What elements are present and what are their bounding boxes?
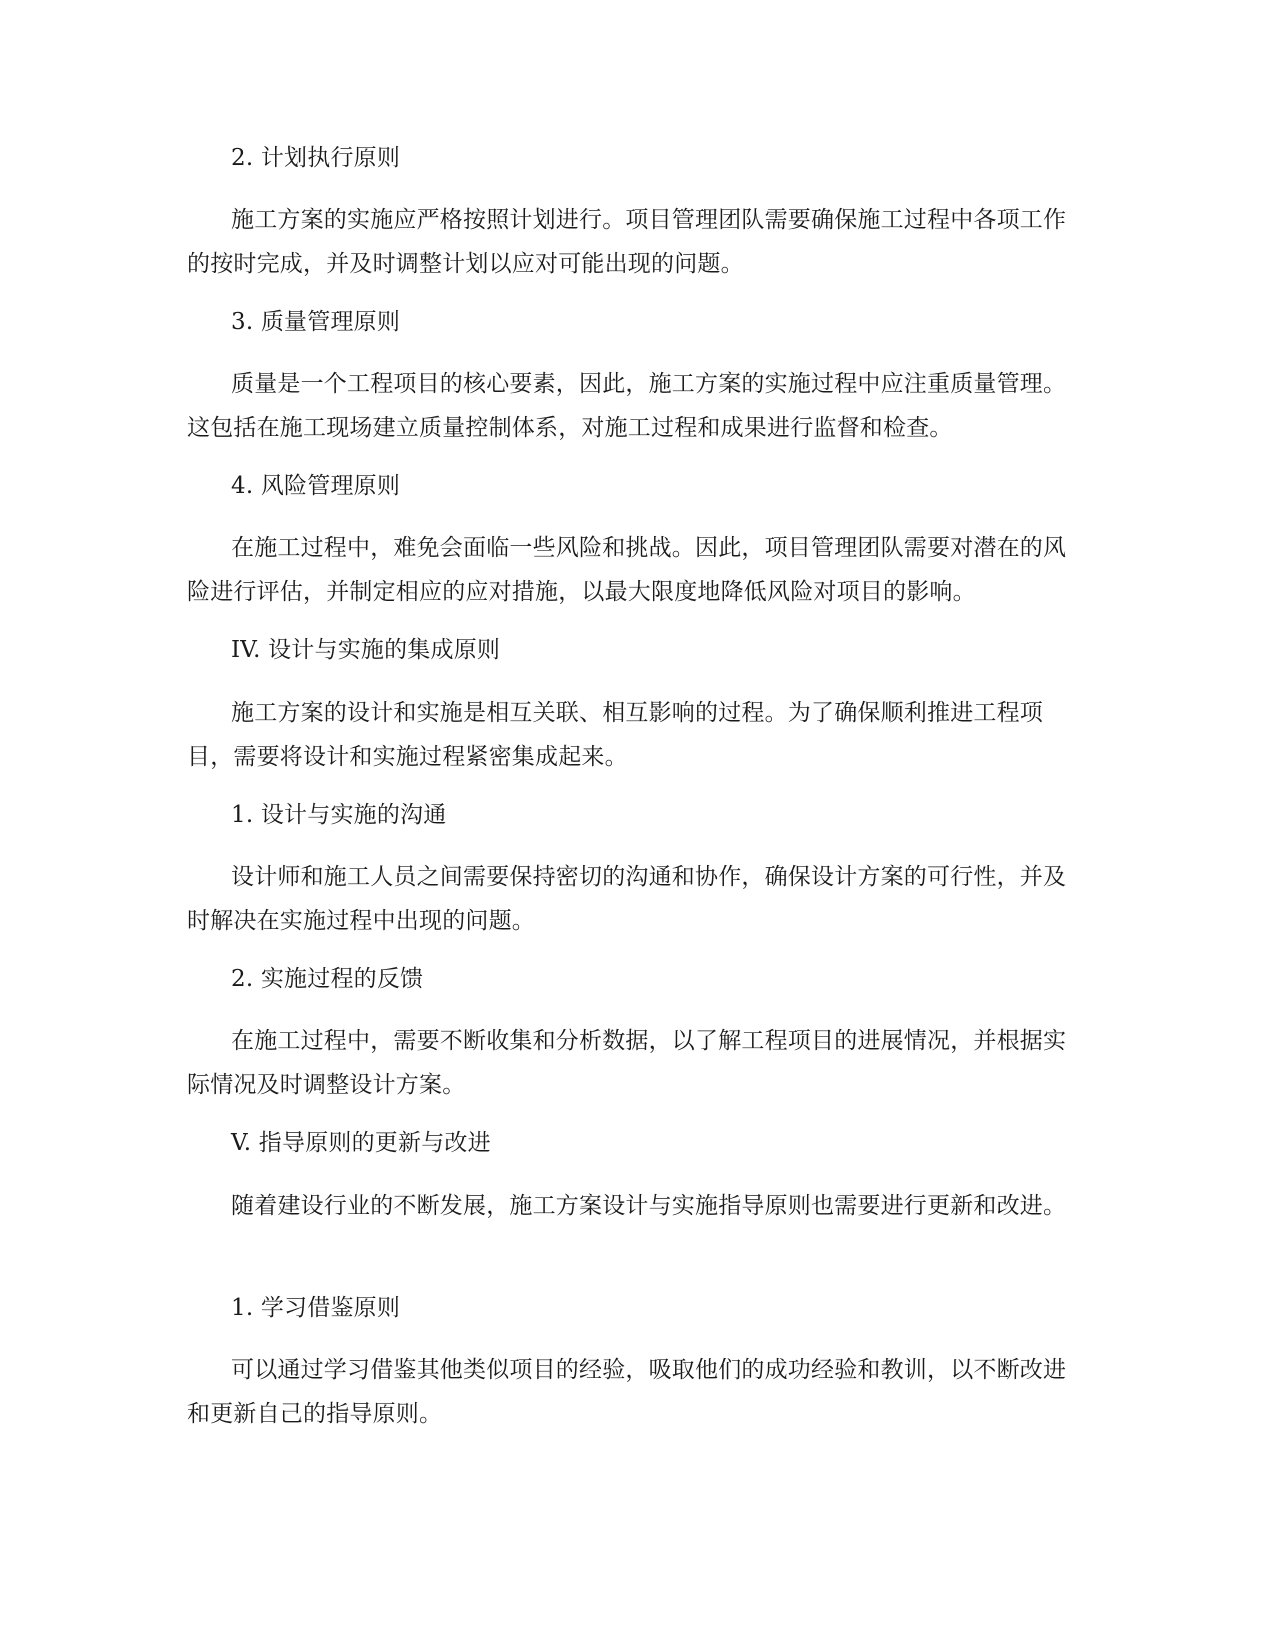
section-heading-update: V. 指导原则的更新与改进 [231,1130,491,1156]
paragraph-feedback: 在施工过程中，需要不断收集和分析数据，以了解工程项目的进展情况，并根据实际情况及时调整设计方案。 [187,1028,1067,1098]
heading-communication: 1. 设计与实施的沟通 [231,802,447,828]
paragraph-learning: 可以通过学习借鉴其他类似项目的经验，吸取他们的成功经验和教训，以不断改进和更新自己的指导原则。 [187,1357,1067,1427]
paragraph-communication: 设计师和施工人员之间需要保持密切的沟通和协作，确保设计方案的可行性，并及时解决在实施过程中出现的问题。 [187,864,1067,934]
heading-quality-management: 3. 质量管理原则 [231,309,401,335]
heading-risk-management: 4. 风险管理原则 [231,473,401,499]
heading-plan-execution: 2. 计划执行原则 [231,145,401,171]
paragraph-risk-management: 在施工过程中，难免会面临一些风险和挑战。因此，项目管理团队需要对潜在的风险进行评估，并制定相应的应对措施，以最大限度地降低风险对项目的影响。 [187,535,1067,605]
heading-feedback: 2. 实施过程的反馈 [231,966,424,992]
paragraph-integration: 施工方案的设计和实施是相互关联、相互影响的过程。为了确保顺利推进工程项目，需要将设计和实施过程紧密集成起来。 [187,700,1043,770]
paragraph-plan-execution: 施工方案的实施应严格按照计划进行。项目管理团队需要确保施工过程中各项工作的按时完成，并及时调整计划以应对可能出现的问题。 [187,207,1067,277]
section-heading-integration: IV. 设计与实施的集成原则 [231,637,501,663]
paragraph-update: 随着建设行业的不断发展，施工方案设计与实施指导原则也需要进行更新和改进。 [231,1193,1067,1219]
heading-learning: 1. 学习借鉴原则 [231,1295,401,1321]
paragraph-quality-management: 质量是一个工程项目的核心要素，因此，施工方案的实施过程中应注重质量管理。这包括在施工现场建立质量控制体系，对施工过程和成果进行监督和检查。 [187,371,1067,441]
